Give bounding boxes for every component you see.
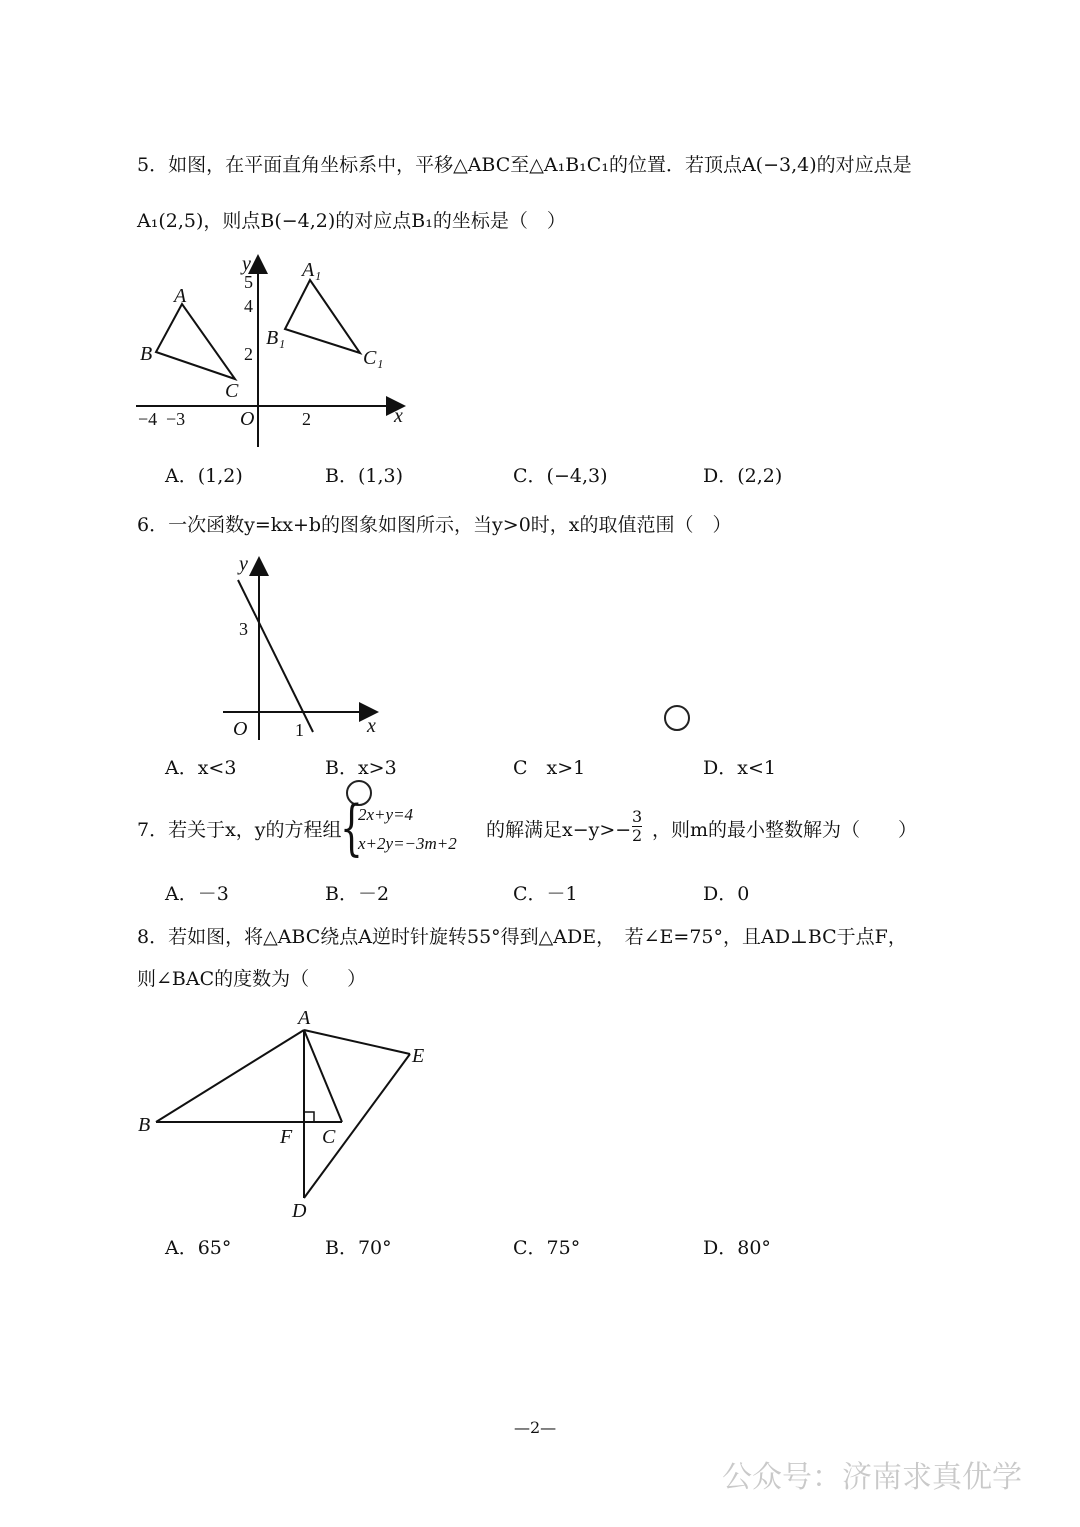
watermark-text: 公众号：济南求真优学	[722, 1460, 1022, 1495]
q8-segment-ae	[304, 1030, 410, 1054]
q5-stem-line1: 5．如图，在平面直角坐标系中，平移△ABC至△A₁B₁C₁的位置．若顶点A(−3,4)的对应点是	[137, 154, 912, 176]
q7-fraction-denominator: 2	[632, 826, 643, 845]
q6-option-d[interactable]: D．x<1	[703, 757, 776, 779]
q5-point-a1: A₁	[302, 259, 322, 281]
q5-triangle-a1b1c1	[285, 280, 360, 353]
q8-segment-ac	[304, 1030, 342, 1122]
q5-axis-x-label: x	[394, 405, 403, 427]
q8-option-b[interactable]: B．70°	[325, 1237, 392, 1259]
q6-y-intercept-label: 3	[239, 619, 248, 639]
stray-circle-mark	[664, 705, 690, 731]
q8-figure	[130, 1000, 440, 1225]
q5-tick-x-neg3: −3	[166, 409, 186, 429]
q7-option-d[interactable]: D．0	[703, 883, 750, 905]
q6-stem: 6．一次函数y=kx+b的图象如图所示，当y>0时，x的取值范围（ ）	[137, 514, 732, 536]
q7-equation-1: 2x+y=4	[358, 805, 414, 824]
q8-point-f: F	[280, 1126, 293, 1148]
q5-option-b[interactable]: B．(1,3)	[325, 465, 404, 487]
q7-stem-middle: 的解满足x−y>−	[486, 819, 632, 841]
q5-triangle-abc	[156, 304, 235, 379]
q7-option-c[interactable]: C．－1	[513, 883, 578, 905]
q8-point-d: D	[292, 1200, 307, 1222]
q8-point-e: E	[412, 1045, 425, 1067]
q7-option-a[interactable]: A．－3	[165, 883, 229, 905]
q5-tick-y-2: 2	[244, 344, 253, 364]
q6-x-intercept-label: 1	[295, 720, 304, 740]
q8-point-c: C	[322, 1126, 336, 1148]
q8-option-c[interactable]: C．75°	[513, 1237, 581, 1259]
q7-stem-suffix: ，则m的最小整数解为（ ）	[652, 819, 918, 841]
q5-tick-y-4: 4	[244, 296, 253, 316]
q6-option-c[interactable]: C x>1	[513, 757, 586, 779]
q5-stem-line2: A₁(2,5)，则点B(−4,2)的对应点B₁的坐标是（ ）	[137, 210, 566, 232]
q7-fraction-numerator: 3	[632, 807, 643, 826]
q6-axis-y-label: y	[239, 553, 248, 575]
q7-stem-prefix: 7．若关于x，y的方程组	[137, 819, 342, 841]
q8-option-a[interactable]: A．65°	[165, 1237, 232, 1259]
q5-option-c[interactable]: C．(−4,3)	[513, 465, 608, 487]
q7-system-brace: {	[340, 793, 363, 863]
q5-point-c1: C₁	[363, 347, 384, 369]
q5-option-a[interactable]: A．(1,2)	[165, 465, 243, 487]
page-number: —2—	[514, 1418, 557, 1437]
q8-segment-de	[304, 1054, 410, 1198]
q8-stem-line2: 则∠BAC的度数为（ ）	[137, 968, 367, 990]
q6-axis-x-label: x	[367, 715, 376, 737]
q8-stem-line1: 8．若如图，将△ABC绕点A逆时针旋转55°得到△ADE， 若∠E=75°，且AD⊥BC于点F，	[137, 926, 907, 948]
q5-origin-label: O	[240, 408, 255, 430]
q6-function-line	[238, 580, 313, 732]
q7-equation-2: x+2y=−3m+2	[358, 834, 457, 853]
q8-point-a: A	[298, 1007, 311, 1029]
q8-right-angle-mark	[304, 1112, 314, 1122]
q7-fraction	[632, 808, 642, 845]
q5-point-b1: B₁	[266, 327, 286, 349]
q5-tick-x-neg4: −4	[138, 409, 158, 429]
q7-option-b[interactable]: B．－2	[325, 883, 390, 905]
q5-tick-x-2: 2	[302, 409, 311, 429]
q8-option-d[interactable]: D．80°	[703, 1237, 771, 1259]
q6-option-a[interactable]: A．x<3	[165, 757, 237, 779]
q6-origin-label: O	[233, 718, 248, 740]
q5-point-a: A	[174, 285, 187, 307]
q5-axis-y-label: y	[242, 253, 251, 275]
q6-option-b[interactable]: B．x>3	[325, 757, 397, 779]
q5-tick-y-5: 5	[244, 272, 253, 292]
q5-point-c: C	[225, 380, 239, 402]
q6-figure	[215, 552, 395, 747]
q5-point-b: B	[140, 343, 153, 365]
q8-segment-ab	[156, 1030, 304, 1122]
q8-point-b: B	[138, 1114, 151, 1136]
q5-figure	[130, 252, 420, 452]
q5-option-d[interactable]: D．(2,2)	[703, 465, 783, 487]
